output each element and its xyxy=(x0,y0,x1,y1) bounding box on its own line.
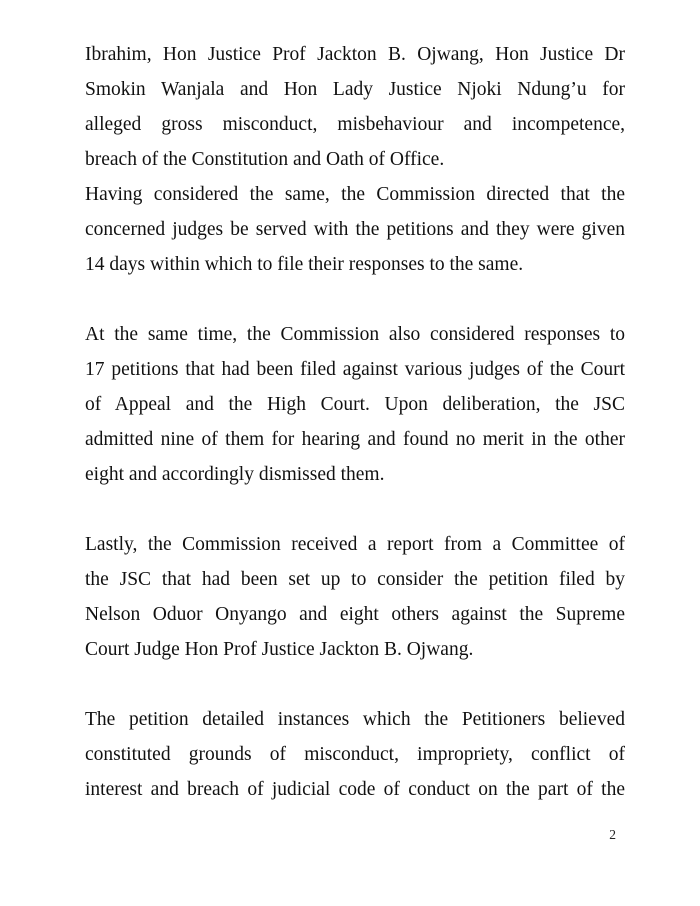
text-line: the JSC that had been set up to consider the petition filed by xyxy=(85,569,625,590)
document-body xyxy=(85,37,625,807)
text-line: alleged gross misconduct, misbehaviour and incompetence, xyxy=(85,114,625,135)
page-number: 2 xyxy=(609,827,616,842)
text-line: Smokin Wanjala and Hon Lady Justice Njoki Ndung’u for xyxy=(85,79,625,100)
paragraph xyxy=(85,177,625,282)
text-line: eight and accordingly dismissed them. xyxy=(85,464,385,485)
text-line: Nelson Oduor Onyango and eight others against the Supreme xyxy=(85,604,625,625)
text-line: interest and breach of judicial code of conduct on the part of the xyxy=(85,779,625,800)
text-line: At the same time, the Commission also considered responses to xyxy=(85,324,625,345)
text-line: constituted grounds of misconduct, impropriety, conflict of xyxy=(85,744,625,765)
text-line: The petition detailed instances which the Petitioners believed xyxy=(85,709,625,730)
text-line: Lastly, the Commission received a report from a Committee of xyxy=(85,534,625,555)
text-line: of Appeal and the High Court. Upon deliberation, the JSC xyxy=(85,394,625,415)
text-line: Having considered the same, the Commission directed that the xyxy=(85,184,625,205)
text-line: 17 petitions that had been filed against various judges of the Court xyxy=(85,359,625,380)
text-line: concerned judges be served with the petitions and they were given xyxy=(85,219,625,240)
text-line: admitted nine of them for hearing and found no merit in the other xyxy=(85,429,625,450)
paragraph xyxy=(85,317,625,492)
paragraph xyxy=(85,37,625,177)
text-line: 14 days within which to file their responses to the same. xyxy=(85,254,524,275)
text-line: Court Judge Hon Prof Justice Jackton B. Ojwang. xyxy=(85,639,474,660)
page-footer xyxy=(0,826,616,844)
paragraph xyxy=(85,702,625,807)
paragraph xyxy=(85,527,625,667)
text-line: Ibrahim, Hon Justice Prof Jackton B. Ojwang, Hon Justice Dr xyxy=(85,44,625,65)
text-line: breach of the Constitution and Oath of Office. xyxy=(85,149,445,170)
